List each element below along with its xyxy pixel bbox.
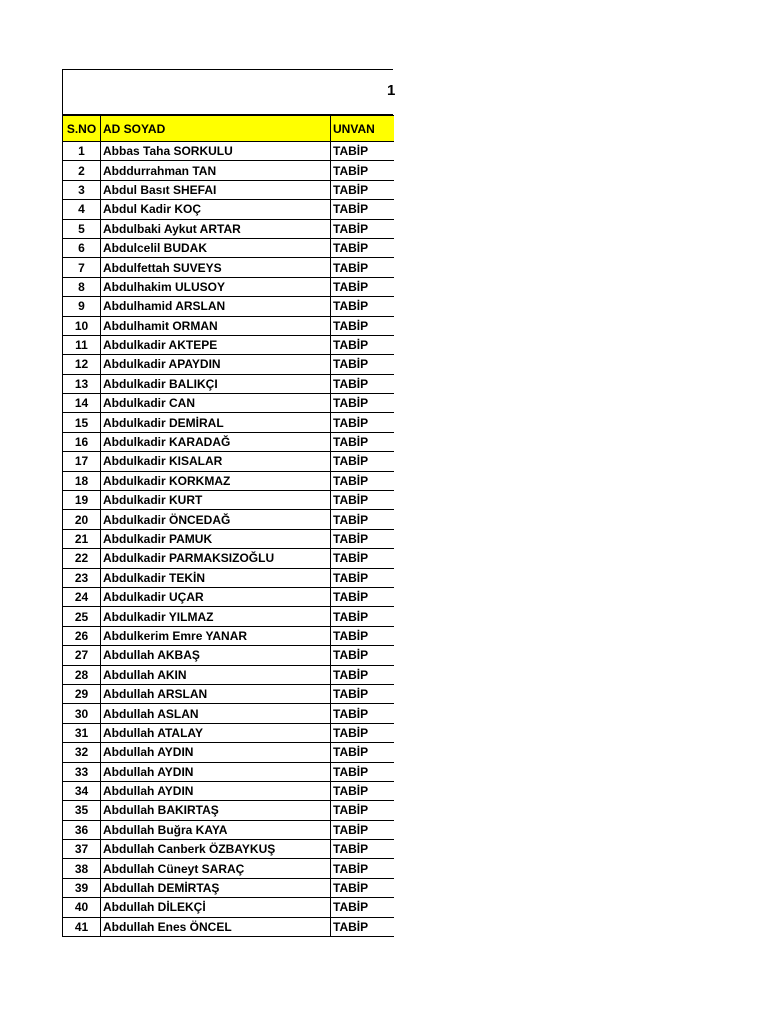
cell-sno: 32 [63, 743, 101, 762]
cell-name: Abdulkadir PAMUK [101, 529, 331, 548]
cell-title: TABİP [331, 549, 394, 568]
cell-name: Abdullah DİLEKÇİ [101, 898, 331, 917]
cell-name: Abdullah ARSLAN [101, 684, 331, 703]
table-row [63, 762, 394, 781]
cell-title: TABİP [331, 529, 394, 548]
cell-title: TABİP [331, 781, 394, 800]
sheet-title: 1 [387, 82, 396, 99]
table-row [63, 781, 394, 800]
cell-title: TABİP [331, 917, 394, 936]
table-row [63, 510, 394, 529]
table-row [63, 723, 394, 742]
cell-name: Abdullah AKBAŞ [101, 646, 331, 665]
table-row [63, 142, 394, 161]
cell-title: TABİP [331, 510, 394, 529]
cell-sno: 5 [63, 219, 101, 238]
cell-title: TABİP [331, 723, 394, 742]
cell-sno: 30 [63, 704, 101, 723]
cell-sno: 23 [63, 568, 101, 587]
cell-sno: 4 [63, 200, 101, 219]
cell-name: Abdullah DEMİRTAŞ [101, 878, 331, 897]
cell-sno: 6 [63, 238, 101, 257]
table-row [63, 859, 394, 878]
cell-name: Abdulkadir BALIKÇI [101, 374, 331, 393]
cell-name: Abdulkadir UÇAR [101, 587, 331, 606]
cell-sno: 17 [63, 452, 101, 471]
cell-name: Abbas Taha SORKULU [101, 142, 331, 161]
cell-title: TABİP [331, 646, 394, 665]
cell-name: Abdulhamid ARSLAN [101, 297, 331, 316]
table-row [63, 917, 394, 936]
cell-sno: 2 [63, 161, 101, 180]
cell-title: TABİP [331, 355, 394, 374]
cell-sno: 3 [63, 180, 101, 199]
cell-name: Abdullah Buğra KAYA [101, 820, 331, 839]
cell-name: Abdullah AYDIN [101, 762, 331, 781]
table-row [63, 626, 394, 645]
cell-title: TABİP [331, 142, 394, 161]
cell-title: TABİP [331, 626, 394, 645]
table-row [63, 200, 394, 219]
cell-title: TABİP [331, 219, 394, 238]
table-row [63, 297, 394, 316]
cell-name: Abdullah AKIN [101, 665, 331, 684]
table-row [63, 355, 394, 374]
cell-title: TABİP [331, 859, 394, 878]
cell-sno: 15 [63, 413, 101, 432]
table-row [63, 878, 394, 897]
table-row [63, 529, 394, 548]
table-row [63, 646, 394, 665]
cell-title: TABİP [331, 704, 394, 723]
cell-name: Abdulkadir KURT [101, 491, 331, 510]
cell-sno: 13 [63, 374, 101, 393]
cell-name: Abdulkadir ÖNCEDAĞ [101, 510, 331, 529]
cell-name: Abdullah AYDIN [101, 781, 331, 800]
cell-sno: 35 [63, 801, 101, 820]
table-row [63, 491, 394, 510]
cell-title: TABİP [331, 762, 394, 781]
cell-sno: 28 [63, 665, 101, 684]
cell-name: Abdulkadir PARMAKSIZOĞLU [101, 549, 331, 568]
cell-sno: 18 [63, 471, 101, 490]
header-sno: S.NO [63, 116, 101, 142]
cell-name: Abdulkadir YILMAZ [101, 607, 331, 626]
cell-name: Abdulkadir KARADAĞ [101, 432, 331, 451]
cell-sno: 8 [63, 277, 101, 296]
table-row [63, 394, 394, 413]
cell-sno: 24 [63, 587, 101, 606]
cell-sno: 29 [63, 684, 101, 703]
cell-name: Abdulbaki Aykut ARTAR [101, 219, 331, 238]
cell-name: Abdullah Enes ÖNCEL [101, 917, 331, 936]
cell-title: TABİP [331, 297, 394, 316]
cell-sno: 7 [63, 258, 101, 277]
cell-name: Abdulkadir AKTEPE [101, 335, 331, 354]
cell-name: Abdulkadir TEKİN [101, 568, 331, 587]
cell-name: Abdulkadir DEMİRAL [101, 413, 331, 432]
cell-name: Abdulkadir KORKMAZ [101, 471, 331, 490]
cell-title: TABİP [331, 607, 394, 626]
table-body [63, 142, 394, 937]
cell-title: TABİP [331, 840, 394, 859]
cell-sno: 19 [63, 491, 101, 510]
cell-title: TABİP [331, 568, 394, 587]
cell-title: TABİP [331, 452, 394, 471]
cell-name: Abdullah Canberk ÖZBAYKUŞ [101, 840, 331, 859]
cell-name: Abdullah ATALAY [101, 723, 331, 742]
cell-title: TABİP [331, 684, 394, 703]
spreadsheet [62, 69, 396, 937]
cell-sno: 36 [63, 820, 101, 839]
cell-name: Abdulhamit ORMAN [101, 316, 331, 335]
table-row [63, 820, 394, 839]
cell-title: TABİP [331, 200, 394, 219]
cell-title: TABİP [331, 491, 394, 510]
cell-sno: 38 [63, 859, 101, 878]
cell-title: TABİP [331, 238, 394, 257]
table-row [63, 432, 394, 451]
table-row [63, 335, 394, 354]
cell-name: Abdulkadir APAYDIN [101, 355, 331, 374]
cell-title: TABİP [331, 432, 394, 451]
cell-title: TABİP [331, 374, 394, 393]
table-row [63, 471, 394, 490]
personnel-table [62, 115, 394, 937]
table-row [63, 704, 394, 723]
cell-sno: 20 [63, 510, 101, 529]
cell-sno: 27 [63, 646, 101, 665]
cell-title: TABİP [331, 820, 394, 839]
cell-sno: 34 [63, 781, 101, 800]
cell-title: TABİP [331, 665, 394, 684]
table-row [63, 549, 394, 568]
sheet-title-row [62, 69, 396, 115]
table-row [63, 743, 394, 762]
cell-title: TABİP [331, 161, 394, 180]
cell-title: TABİP [331, 335, 394, 354]
cell-sno: 11 [63, 335, 101, 354]
table-row [63, 898, 394, 917]
table-row [63, 277, 394, 296]
cell-title: TABİP [331, 898, 394, 917]
table-row [63, 587, 394, 606]
cell-title: TABİP [331, 471, 394, 490]
cell-title: TABİP [331, 277, 394, 296]
cell-sno: 9 [63, 297, 101, 316]
table-row [63, 568, 394, 587]
cell-name: Abdulcelil BUDAK [101, 238, 331, 257]
cell-sno: 26 [63, 626, 101, 645]
cell-sno: 22 [63, 549, 101, 568]
cell-title: TABİP [331, 743, 394, 762]
table-row [63, 801, 394, 820]
cell-sno: 33 [63, 762, 101, 781]
cell-sno: 10 [63, 316, 101, 335]
table-row [63, 161, 394, 180]
cell-sno: 39 [63, 878, 101, 897]
cell-title: TABİP [331, 180, 394, 199]
header-row [63, 116, 394, 142]
table-row [63, 607, 394, 626]
header-title: UNVAN [331, 116, 394, 142]
cell-sno: 14 [63, 394, 101, 413]
cell-sno: 16 [63, 432, 101, 451]
cell-sno: 31 [63, 723, 101, 742]
table-row [63, 413, 394, 432]
table-row [63, 316, 394, 335]
cell-sno: 25 [63, 607, 101, 626]
cell-name: Abdul Basıt SHEFAI [101, 180, 331, 199]
cell-sno: 37 [63, 840, 101, 859]
cell-name: Abdulkadir CAN [101, 394, 331, 413]
cell-sno: 12 [63, 355, 101, 374]
table-row [63, 452, 394, 471]
table-row [63, 840, 394, 859]
cell-name: Abdullah ASLAN [101, 704, 331, 723]
cell-title: TABİP [331, 394, 394, 413]
cell-sno: 1 [63, 142, 101, 161]
cell-title: TABİP [331, 587, 394, 606]
cell-name: Abdullah BAKIRTAŞ [101, 801, 331, 820]
cell-title: TABİP [331, 413, 394, 432]
table-row [63, 238, 394, 257]
cell-name: Abdulkadir KISALAR [101, 452, 331, 471]
table-row [63, 258, 394, 277]
cell-name: Abdulhakim ULUSOY [101, 277, 331, 296]
cell-sno: 21 [63, 529, 101, 548]
table-row [63, 684, 394, 703]
cell-sno: 41 [63, 917, 101, 936]
table-row [63, 180, 394, 199]
cell-name: Abdulkerim Emre YANAR [101, 626, 331, 645]
header-name: AD SOYAD [101, 116, 331, 142]
cell-name: Abdul Kadir KOÇ [101, 200, 331, 219]
cell-title: TABİP [331, 801, 394, 820]
cell-sno: 40 [63, 898, 101, 917]
cell-name: Abddurrahman TAN [101, 161, 331, 180]
cell-title: TABİP [331, 258, 394, 277]
cell-name: Abdullah AYDIN [101, 743, 331, 762]
table-row [63, 374, 394, 393]
cell-name: Abdullah Cüneyt SARAÇ [101, 859, 331, 878]
table-row [63, 219, 394, 238]
cell-name: Abdulfettah SUVEYS [101, 258, 331, 277]
cell-title: TABİP [331, 878, 394, 897]
cell-title: TABİP [331, 316, 394, 335]
table-row [63, 665, 394, 684]
